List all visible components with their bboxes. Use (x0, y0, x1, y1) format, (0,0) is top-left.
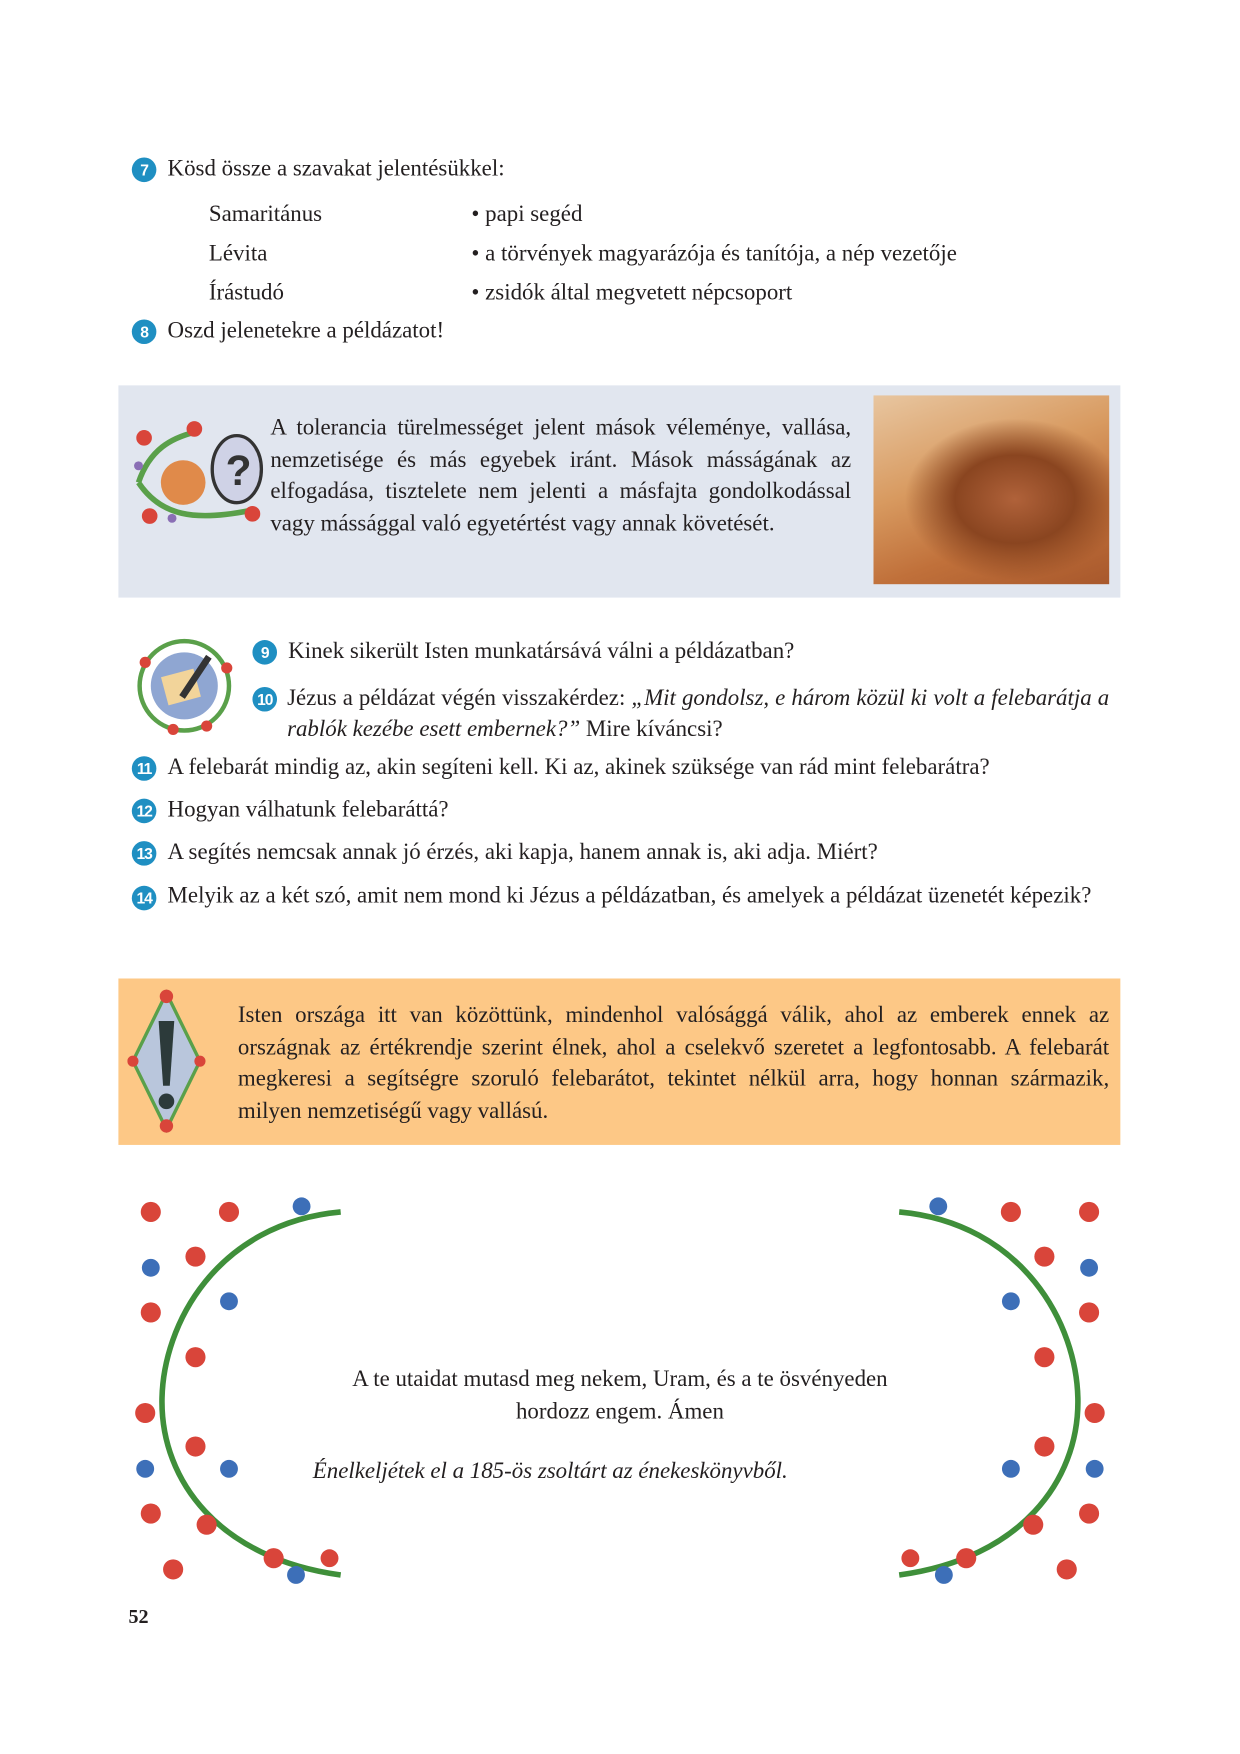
bullet: • (471, 241, 486, 266)
question-number-13: 13 (132, 841, 157, 866)
bullet: • (471, 280, 486, 305)
question-10: Jézus a példázat végén visszakérdez: „Mit gondolsz, e három közül ki volt a felebarátja a rablók kezébe esett embernek?” Mire kíváncsi? (287, 685, 1110, 742)
writing-icon (128, 634, 240, 737)
question-13: A segítés nemcsak annak jó érzés, aki kapja, hanem annak is, aki adja. Miért? (167, 839, 878, 865)
term-list (209, 195, 322, 312)
exclamation-icon (127, 987, 205, 1134)
svg-text:?: ? (225, 446, 252, 494)
tolerance-text: A tolerancia türelmességet jelent mások véleménye, vallása, nemzetisége és más egyebek iránt. Mások másságának az elfogadása, tisztelete nem jelenti a másfajta gondolkodással vagy mássággal való egyetértést vagy annak követését. (270, 415, 852, 536)
meaning: • zsidók által megvetett népcsoport (471, 280, 793, 305)
bullet: • (471, 202, 486, 227)
question-number-12: 12 (132, 799, 157, 824)
term: Samaritánus (208, 202, 323, 227)
question-number-8: 8 (132, 319, 157, 344)
question-9: Kinek sikerült Isten munkatársává válni a példázatban? (288, 638, 795, 664)
question-11: A felebarát mindig az, akin segíteni kell. Ki az, akinek szüksége van rád mint felebarátra? (167, 755, 990, 780)
term: Lévita (208, 241, 268, 266)
meaning: • papi segéd (471, 202, 583, 227)
prayer-line-1: A te utaidat mutasd meg nekem, Uram, és a te ösvényeden (352, 1367, 888, 1392)
question-14: Melyik az a két szó, amit nem mond ki Jézus a példázatban, és amelyek a példázat üzenetét képezik? (167, 883, 1092, 909)
question-8: Oszd jelenetekre a példázatot! (167, 318, 445, 343)
question-face-icon (127, 416, 267, 533)
question-number-7: 7 (132, 157, 157, 182)
question-number-14: 14 (132, 886, 157, 911)
term: Írástudó (208, 280, 284, 305)
question-number-10: 10 (252, 687, 277, 712)
kingdom-text: Isten országa itt van közöttünk, mindenhol valósággá válik, ahol az emberek ennek az országnak az értékrendje szerint élnek, ahol a cselekvő szeretet a legfontosabb. A felebarát megkeresi a segítségre szoruló felebarátot, tekintet nélkül arra, hogy honnan származik, milyen nemzetiségű vagy vallású. (237, 1003, 1110, 1124)
page-number: 52 (128, 1605, 149, 1628)
question-number-11: 11 (132, 756, 157, 781)
meaning-list (471, 195, 956, 312)
song-instruction: Énelkeljétek el a 185-ös zsoltárt az énekeskönyvből. (312, 1458, 788, 1484)
question-12: Hogyan válhatunk felebaráttá? (167, 797, 449, 823)
holding-hands-photo (873, 395, 1109, 584)
question-number-9: 9 (252, 640, 277, 665)
meaning: • a törvények magyarázója és tanítója, a nép vezetője (471, 241, 957, 266)
prayer-line-2: hordozz engem. Ámen (515, 1399, 724, 1425)
question-7: Kösd össze a szavakat jelentésükkel: (167, 156, 505, 181)
prayer (279, 1364, 960, 1429)
